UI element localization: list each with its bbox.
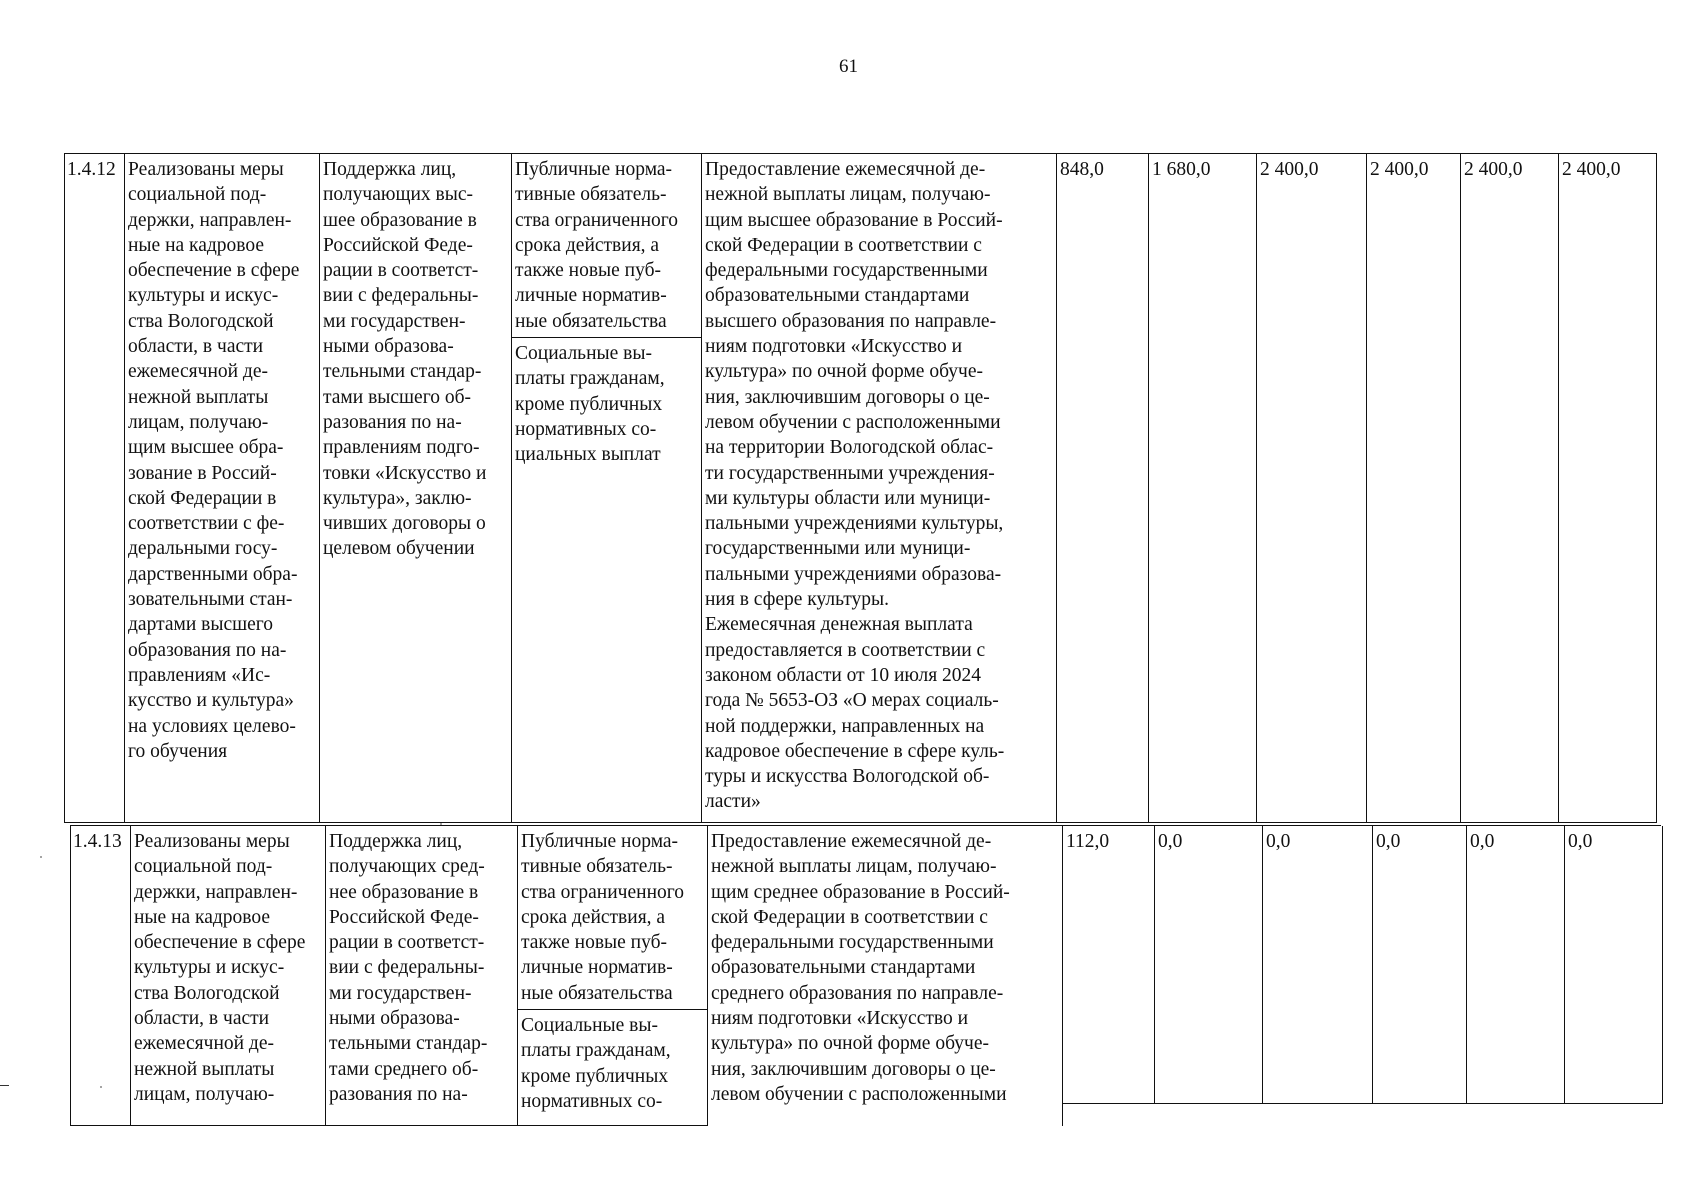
table-row — [70, 825, 1661, 1126]
measure-cell: Поддержка лиц, получающих сред- нее образование в Российской Феде- рации в соответст- вии с федеральны- ми государствен- ными образова- тельными стандар- тами среднего об- разования по на- — [326, 826, 518, 1126]
expense-type: Социальные вы- платы гражданам, кроме публичных нормативных со- — [521, 1015, 671, 1112]
description-cell: Предоставление ежемесячной де- нежной выплаты лицам, получаю- щим высшее образование в Россий- ской Федерации в соответствии с федеральными государственными образовательными стандартами высшего образования по направле- ниям подготовки «Искусство и культура» по очной форме обуче- ния, заключившим договоры о це- левом обучении с расположенными на территории Вологодской облас- ти государственными учреждения- ми культуры области или муници- пальными учреждениями культуры, государственными или муници- пальными учреждениями образова- ния в сфере культуры. Ежемесячная денежная выплата предоставляется в соответствии с законом области от 10 июля 2024 года № 5653-ОЗ «О мерах социаль- ной поддержки, направленных на кадровое обеспечение в сфере куль- туры и искусства Вологодской об- ласти» — [702, 154, 1057, 823]
row-code: 1.4.13 — [71, 826, 131, 1126]
obligation-type: Публичные норма- тивные обязатель- ства ограниченного срока действия, а также новые пуб- личные норматив- ные обязательства — [512, 154, 701, 338]
scan-artifact — [0, 1085, 9, 1086]
value-cell: 0,0 — [1373, 826, 1467, 1104]
value-cell: 0,0 — [1467, 826, 1565, 1104]
value-cell: 112,0 — [1063, 826, 1155, 1104]
value-cell: 0,0 — [1565, 826, 1663, 1104]
value-cell: 0,0 — [1155, 826, 1263, 1104]
page-number: 61 — [839, 56, 858, 77]
measure-cell: Поддержка лиц, получающих выс- шее образование в Российской Феде- рации в соответст- вии с федеральны- ми государствен- ными образова- тельными стандар- тами высшего об- разования по на- правлениям подго- товки «Искусство и культура», заклю- чивших договоры о целевом обучении — [320, 154, 512, 823]
scan-artifact — [40, 856, 42, 858]
value-cell: 2 400,0 — [1559, 154, 1657, 823]
result-cell: Реализованы меры социальной под- держки, направлен- ные на кадровое обеспечение в сфере культуры и искус- ства Вологодской области, в части ежемесячной де- нежной выплаты лицам, получаю- щим высшее обра- зование в Россий- ской Федерации в соответствии с фе- деральными госу- дарственными обра- зовательными стан- дартами высшего образования по на- правлениям «Ис- кусство и культура» на условиях целево- го обучения — [125, 154, 320, 823]
value-cell: 0,0 — [1263, 826, 1373, 1104]
value-cell: 1 680,0 — [1149, 154, 1257, 823]
classification-cell — [518, 826, 708, 1126]
value-cell: 848,0 — [1057, 154, 1149, 823]
classification-cell — [512, 154, 702, 823]
value-cell: 2 400,0 — [1257, 154, 1367, 823]
table-row — [64, 153, 1657, 823]
value-cell: 2 400,0 — [1461, 154, 1559, 823]
expense-type: Социальные вы- платы гражданам, кроме публичных нормативных со- циальных выплат — [515, 343, 665, 466]
row-code: 1.4.12 — [65, 154, 125, 823]
obligation-type: Публичные норма- тивные обязатель- ства ограниченного срока действия, а также новые пуб- личные норматив- ные обязательства — [518, 826, 707, 1010]
result-cell: Реализованы меры социальной под- держки, направлен- ные на кадровое обеспечение в сфере культуры и искус- ства Вологодской области, в части ежемесячной де- нежной выплаты лицам, получаю- — [131, 826, 326, 1126]
description-cell: Предоставление ежемесячной де- нежной выплаты лицам, получаю- щим среднее образование в Россий- ской Федерации в соответствии с федеральными государственными образовательными стандартами среднего образования по направле- ниям подготовки «Искусство и культура» по очной форме обуче- ния, заключившим договоры о це- левом обучении с расположенными — [708, 826, 1063, 1126]
value-cell: 2 400,0 — [1367, 154, 1461, 823]
